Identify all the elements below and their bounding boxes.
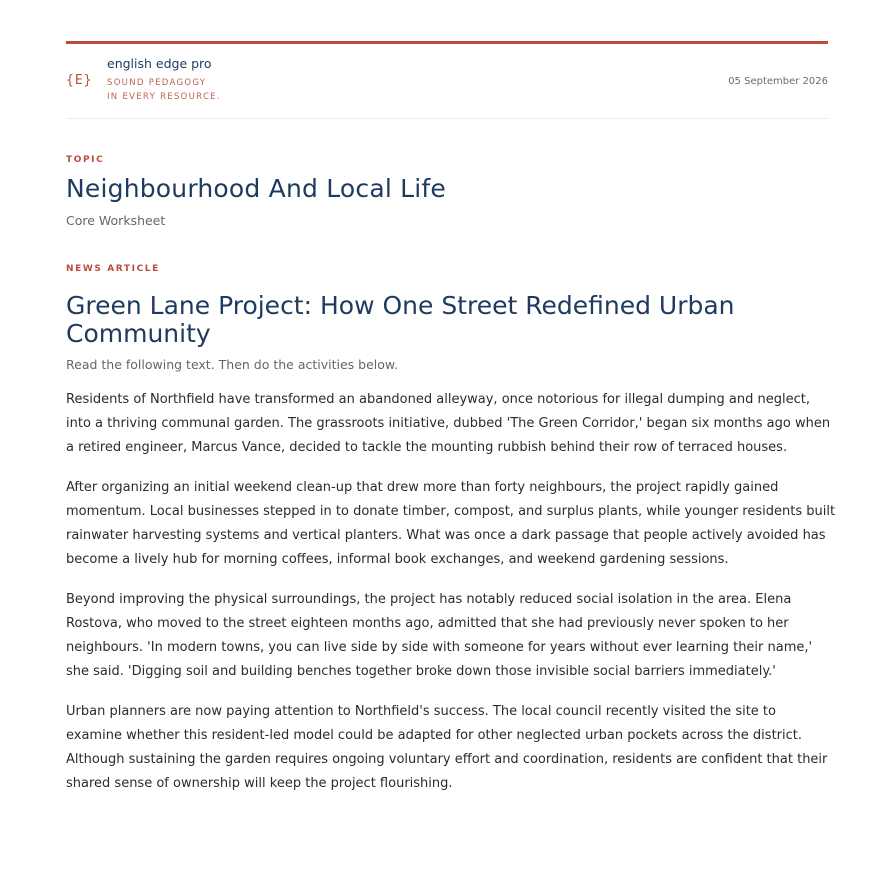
topic-subtitle: Core Worksheet <box>66 213 166 228</box>
article-paragraph: Beyond improving the physical surroundings, the project has notably reduced social isolation in the area. Elena Rostova, who moved to the street eighteen months ago, admitted that she had previously never spoken to her neighbours. 'In modern towns, you can live side by side with someone for years without ever learning their name,' she said. 'Digging soil and building benches together broke down those invisible social barriers immediately.' <box>66 592 813 679</box>
topic-title: Neighbourhood And Local Life <box>66 174 447 203</box>
brand-tagline <box>107 76 221 104</box>
date: 05 September 2026 <box>728 76 828 87</box>
instructions: Read the following text. Then do the activities below. <box>66 357 398 372</box>
header <box>66 56 828 119</box>
top-rule <box>66 41 828 44</box>
article-label: NEWS ARTICLE <box>66 264 160 274</box>
article-paragraph: Urban planners are now paying attention to Northfield's success. The local council recently visited the site to examine whether this resident-led model could be adapted for other neglected urban pockets across the district. Although sustaining the garden requires ongoing voluntary effort and coordination, residents are confident that their shared sense of ownership will keep the project flourishing. <box>66 704 828 791</box>
article-paragraph: Residents of Northfield have transformed an abandoned alleyway, once notorious for illegal dumping and neglect, into a thriving communal garden. The grassroots initiative, dubbed 'The Green Corridor,' began six months ago when a retired engineer, Marcus Vance, decided to tackle the mounting rubbish behind their row of terraced houses. <box>66 392 831 455</box>
brand-tagline-line1: SOUND PEDAGOGY <box>107 78 207 88</box>
logo-mark: {E} <box>66 73 93 88</box>
brand-tagline-line2: IN EVERY RESOURCE. <box>107 92 221 102</box>
brand-name: english edge pro <box>107 56 212 71</box>
article-body <box>66 388 836 812</box>
brand <box>107 56 221 104</box>
topic-label: TOPIC <box>66 155 105 165</box>
article-title: Green Lane Project: How One Street Redefined Urban Community <box>66 291 735 348</box>
article-paragraph: After organizing an initial weekend clean-up that drew more than forty neighbours, the project rapidly gained momentum. Local businesses stepped in to donate timber, compost, and surplus plants, while younger residents built rainwater harvesting systems and vertical planters. What was once a dark passage that people actively avoided has become a lively hub for morning coffees, informal book exchanges, and weekend gardening sessions. <box>66 480 836 567</box>
